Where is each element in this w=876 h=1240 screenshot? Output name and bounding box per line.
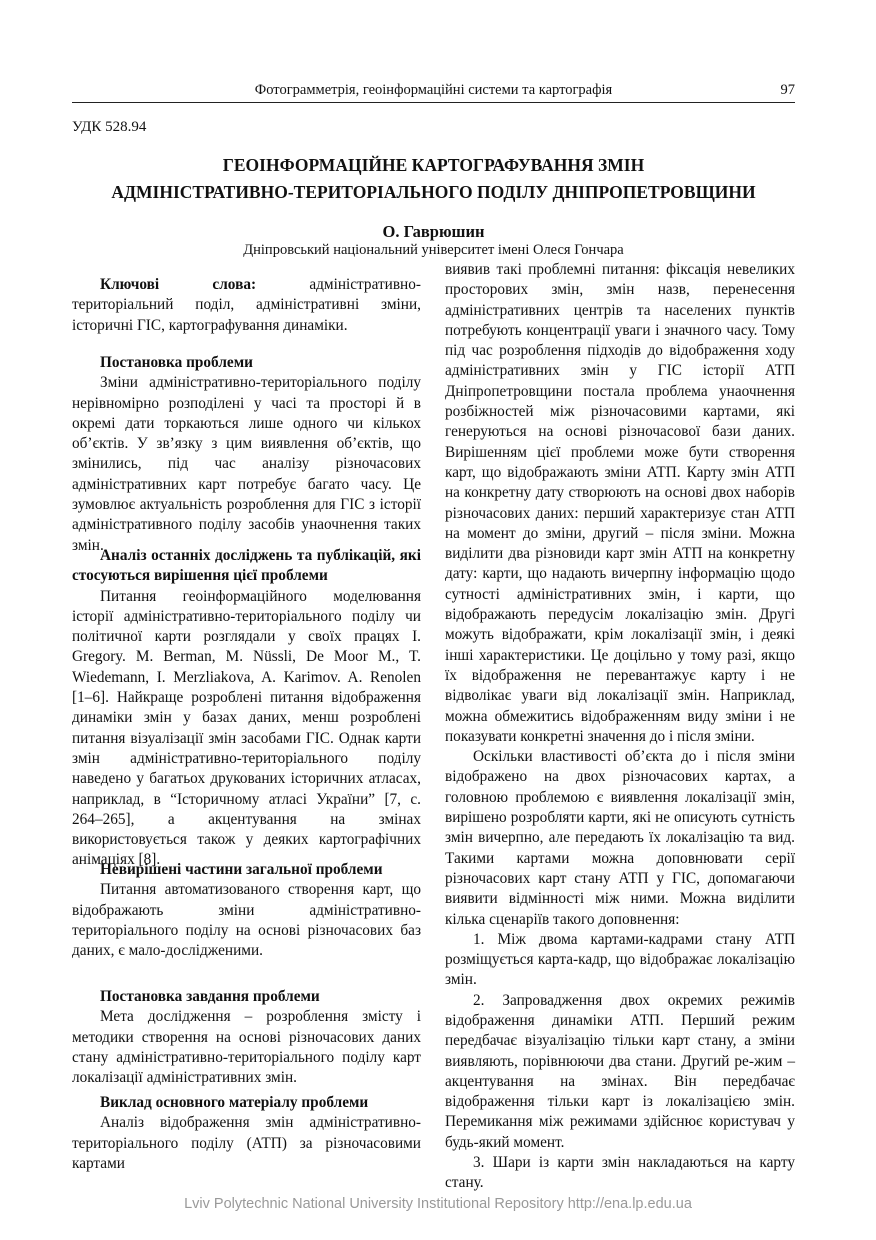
author: О. Гаврюшин <box>382 222 485 241</box>
section-task <box>72 987 421 1088</box>
section-heading: Постановка завдання проблеми <box>100 988 320 1005</box>
affiliation: Дніпровський національний університет імені Олеся Гончара <box>243 242 624 258</box>
keywords <box>72 275 421 336</box>
keywords-label: Ключові слова: <box>100 276 257 293</box>
section-problem <box>72 353 421 556</box>
repository-footer: Lviv Polytechnic National University Institutional Repository http://ena.lp.edu.ua <box>184 1196 692 1212</box>
udk-code: УДК 528.94 <box>72 119 147 135</box>
section-heading: Аналіз останніх досліджень та публікацій, які стосуються вирішення цієї проблеми <box>72 547 421 585</box>
section-unsolved <box>72 860 421 961</box>
title-line-2: АДМІНІСТРАТИВНО-ТЕРИТОРІАЛЬНОГО ПОДІЛУ ДНІПРОПЕТРОВЩИНИ <box>111 182 756 202</box>
paragraph: Питання геоінформаційного моделювання історії адміністративно-територіального поділу чи політичної карти розглядали у своїх працях I. Gregory. M. Berman, M. Nüssli, De Moor M., T. Wiedemann, I. Merzliakova, A. Karimov. A. Renolen [1–6]. Найкраще розроблені питання відображення динаміки змін у базах даних, менш розроблені питання візуалізації змін засобами ГІС. Однак карти змін адміністративно-територіального поділу наведено у багатьох друкованих історичних атласах, наприклад, в “Історичному атласі України” [7, с. 264–265], а акцентування на змінах використовується також у деяких картографічних анімаціях [8]. <box>72 587 421 869</box>
paragraph: виявив такі проблемні питання: фіксація невеликих просторових змін, змін назв, перенесення адміністративних центрів та населених пунктів потребують концентрації уваги і значного часу. Тому під час розроблення підходів до відображення ходу адміністративних змін у ГІС історії АТП Дніпропетровщини постала проблема унаочнення розбіжностей між різночасовими картами, які генеруються на основі різночасової бази даних. Вирішенням цієї проблеми може бути створення карт, що відображають зміни АТП. Карту змін АТП на конкретну дату створюють на основі двох наборів різночасових даних: перший характеризує стан АТП на момент до зміни, другий – після зміни. Можна виділити два різновиди карт змін АТП на конкретну дату: карти, що надають вичерпну інформацію щодо сутності адміністративних змін, і карти, що відображають передусім локалізацію змін. Другі можуть відображати, крім локалізації змін, і деякі інші характеристики. Це доцільно у тому разі, якщо їх відображення не перевантажує карту і не відволікає уваги від локалізації змін. Наприклад, можна обмежитись відображенням виду зміни і не показувати конкретні значення до і після зміни. <box>445 261 795 745</box>
paragraph: Питання автоматизованого створення карт, що відображають зміни адміністративно-територіального поділу на основі різночасових баз даних, є мало-дослідженими. <box>72 881 421 960</box>
paragraph: Мета дослідження – розроблення змісту і методики створення на основі різночасових даних стану адміністративно-територіального поділу карт локалізації адміністративних змін. <box>72 1008 421 1087</box>
running-header <box>72 82 795 102</box>
paragraph: Оскільки властивості об’єкта до і після зміни відображено на двох різночасових картах, а головною проблемою є виявлення локалізації змін, вирішено розробляти карти, які не описують сутність змін вичерпно, але передають їх локалізацію та вид. Такими картами можна доповнювати серії різночасових карт стану АТП у ГІС, допомагаючи виявити відмінності між ними. Можна виділити кілька сценаріїв такого доповнення: <box>445 748 795 928</box>
page-number: 97 <box>780 82 795 98</box>
keywords-text: адміністративно-територіальний поділ, адміністративні зміни, історичні ГІС, картографування динаміки. <box>72 276 421 334</box>
section-heading: Постановка проблеми <box>100 354 253 371</box>
article-title <box>72 152 795 206</box>
list-item: 2. Запровадження двох окремих режимів відображення динаміки АТП. Перший режим передбачає візуалізацію тільки карт стану, а зміни виявляють, порівнюючи два стани. Другий ре-жим – акцентування на змінах. Він передбачає відображення тільки карт із локалізацією змін. Перемикання між режимами здійснює користувач у будь-який момент. <box>445 991 795 1151</box>
list-item: 3. Шари із карти змін накладаються на карту стану. <box>445 1154 795 1192</box>
title-line-1: ГЕОІНФОРМАЦІЙНЕ КАРТОГРАФУВАННЯ ЗМІН <box>222 155 645 175</box>
section-analysis <box>72 546 421 871</box>
right-column <box>445 260 795 1194</box>
header-rule <box>72 102 795 103</box>
section-heading: Виклад основного матеріалу проблеми <box>100 1094 369 1111</box>
paragraph: Зміни адміністративно-територіального поділу нерівномірно розподілені у часі та просторі й в окремі дати торкаються лише одного чи кількох об’єктів. У зв’язку з цим виявлення об’єктів, що змінились, під час аналізу різночасових адміністративних карт потребує багато часу. Це зумовлює актуальність розроблення для ГІС з історії адміністративного поділу засобів унаочнення таких змін. <box>72 374 421 554</box>
list-item: 1. Між двома картами-кадрами стану АТП розміщується карта-кадр, що відображає локалізацію змін. <box>445 930 795 989</box>
section-main <box>72 1093 421 1174</box>
paragraph: Аналіз відображення змін адміністративно-територіального поділу (АТП) за різночасовими картами <box>72 1114 421 1172</box>
section-heading: Невирішені частини загальної проблеми <box>100 861 383 878</box>
journal-title: Фотограмметрія, геоінформаційні системи та картографія <box>254 82 613 98</box>
